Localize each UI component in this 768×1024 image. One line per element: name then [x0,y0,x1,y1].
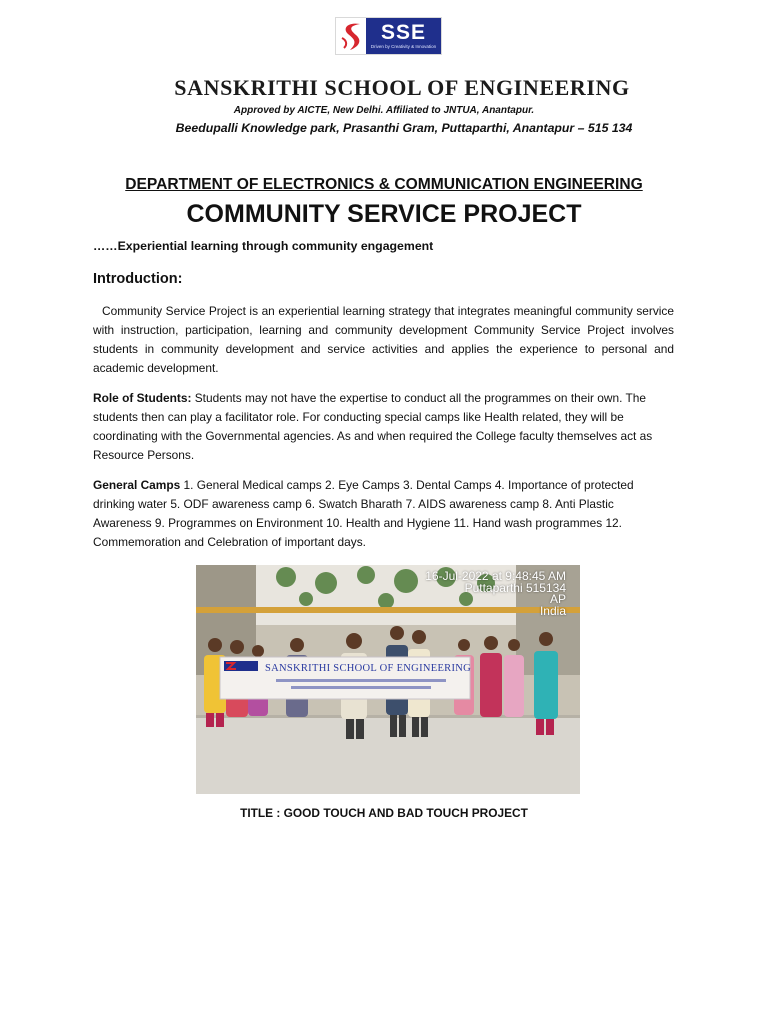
photo-timestamp: 16-Jul-2022 at 9:48:45 AM [425,569,566,583]
department-heading: DEPARTMENT OF ELECTRONICS & COMMUNICATION ENGINEERING [125,176,643,193]
general-camps-text: 1. General Medical camps 2. Eye Camps 3. Dental Camps 4. Importance of protected drinking water 5. ODF awareness camp 6. Swatch Bharath 7. AIDS awareness camp 8. Anti Plastic Awareness 9. Programmes on Environment 10. Health and Hygiene 11. Hand wash programmes 12. Commemoration and Celebration of important days. [93,478,634,549]
photo-state: AP [549,592,566,606]
general-camps-paragraph [93,476,674,552]
general-camps-label: General Camps [93,478,181,492]
photo-country: India [539,603,566,618]
role-of-students-paragraph [93,389,674,465]
logo-text: SSE [380,21,427,44]
role-of-students-label: Role of Students: [93,391,192,405]
introduction-paragraph: Community Service Project is an experiential learning strategy that integrates meaningful community service with instruction, participation, learning and community development Community Service Project involves students in community development and service activities and applies the experience to personal and academic development. [93,304,674,375]
logo-tagline: Driven by Creativity & Innovation [370,44,437,49]
college-logo [335,17,442,55]
photo-caption: TITLE : GOOD TOUCH AND BAD TOUCH PROJECT [240,806,528,820]
event-photo [196,565,580,794]
introduction-heading: Introduction: [93,271,183,287]
banner-text: SANSKRITHI SCHOOL OF ENGINEERING [264,663,472,674]
project-title: COMMUNITY SERVICE PROJECT [186,200,582,228]
address-line: Beedupalli Knowledge park, Prasanthi Gram, Puttaparthi, Anantapur – 515 134 [175,121,633,135]
tagline: ……Experiential learning through community engagement [93,239,434,253]
approval-line: Approved by AICTE, New Delhi. Affiliated to JNTUA, Anantapur. [233,105,535,116]
photo-location: Puttaparthi 515134 [464,580,566,595]
school-name: SANSKRITHI SCHOOL OF ENGINEERING [174,75,630,100]
logo-swoosh-icon [336,18,366,54]
role-of-students-text: Students may not have the expertise to conduct all the programmes on their own. The students then can play a facilitator role. For conducting special camps like Health related, they will be coordinating with the Governmental agencies. As and when required the College faculty themselves act as Resource Persons. [93,391,653,462]
photo-timestamp-stamp [425,571,566,617]
